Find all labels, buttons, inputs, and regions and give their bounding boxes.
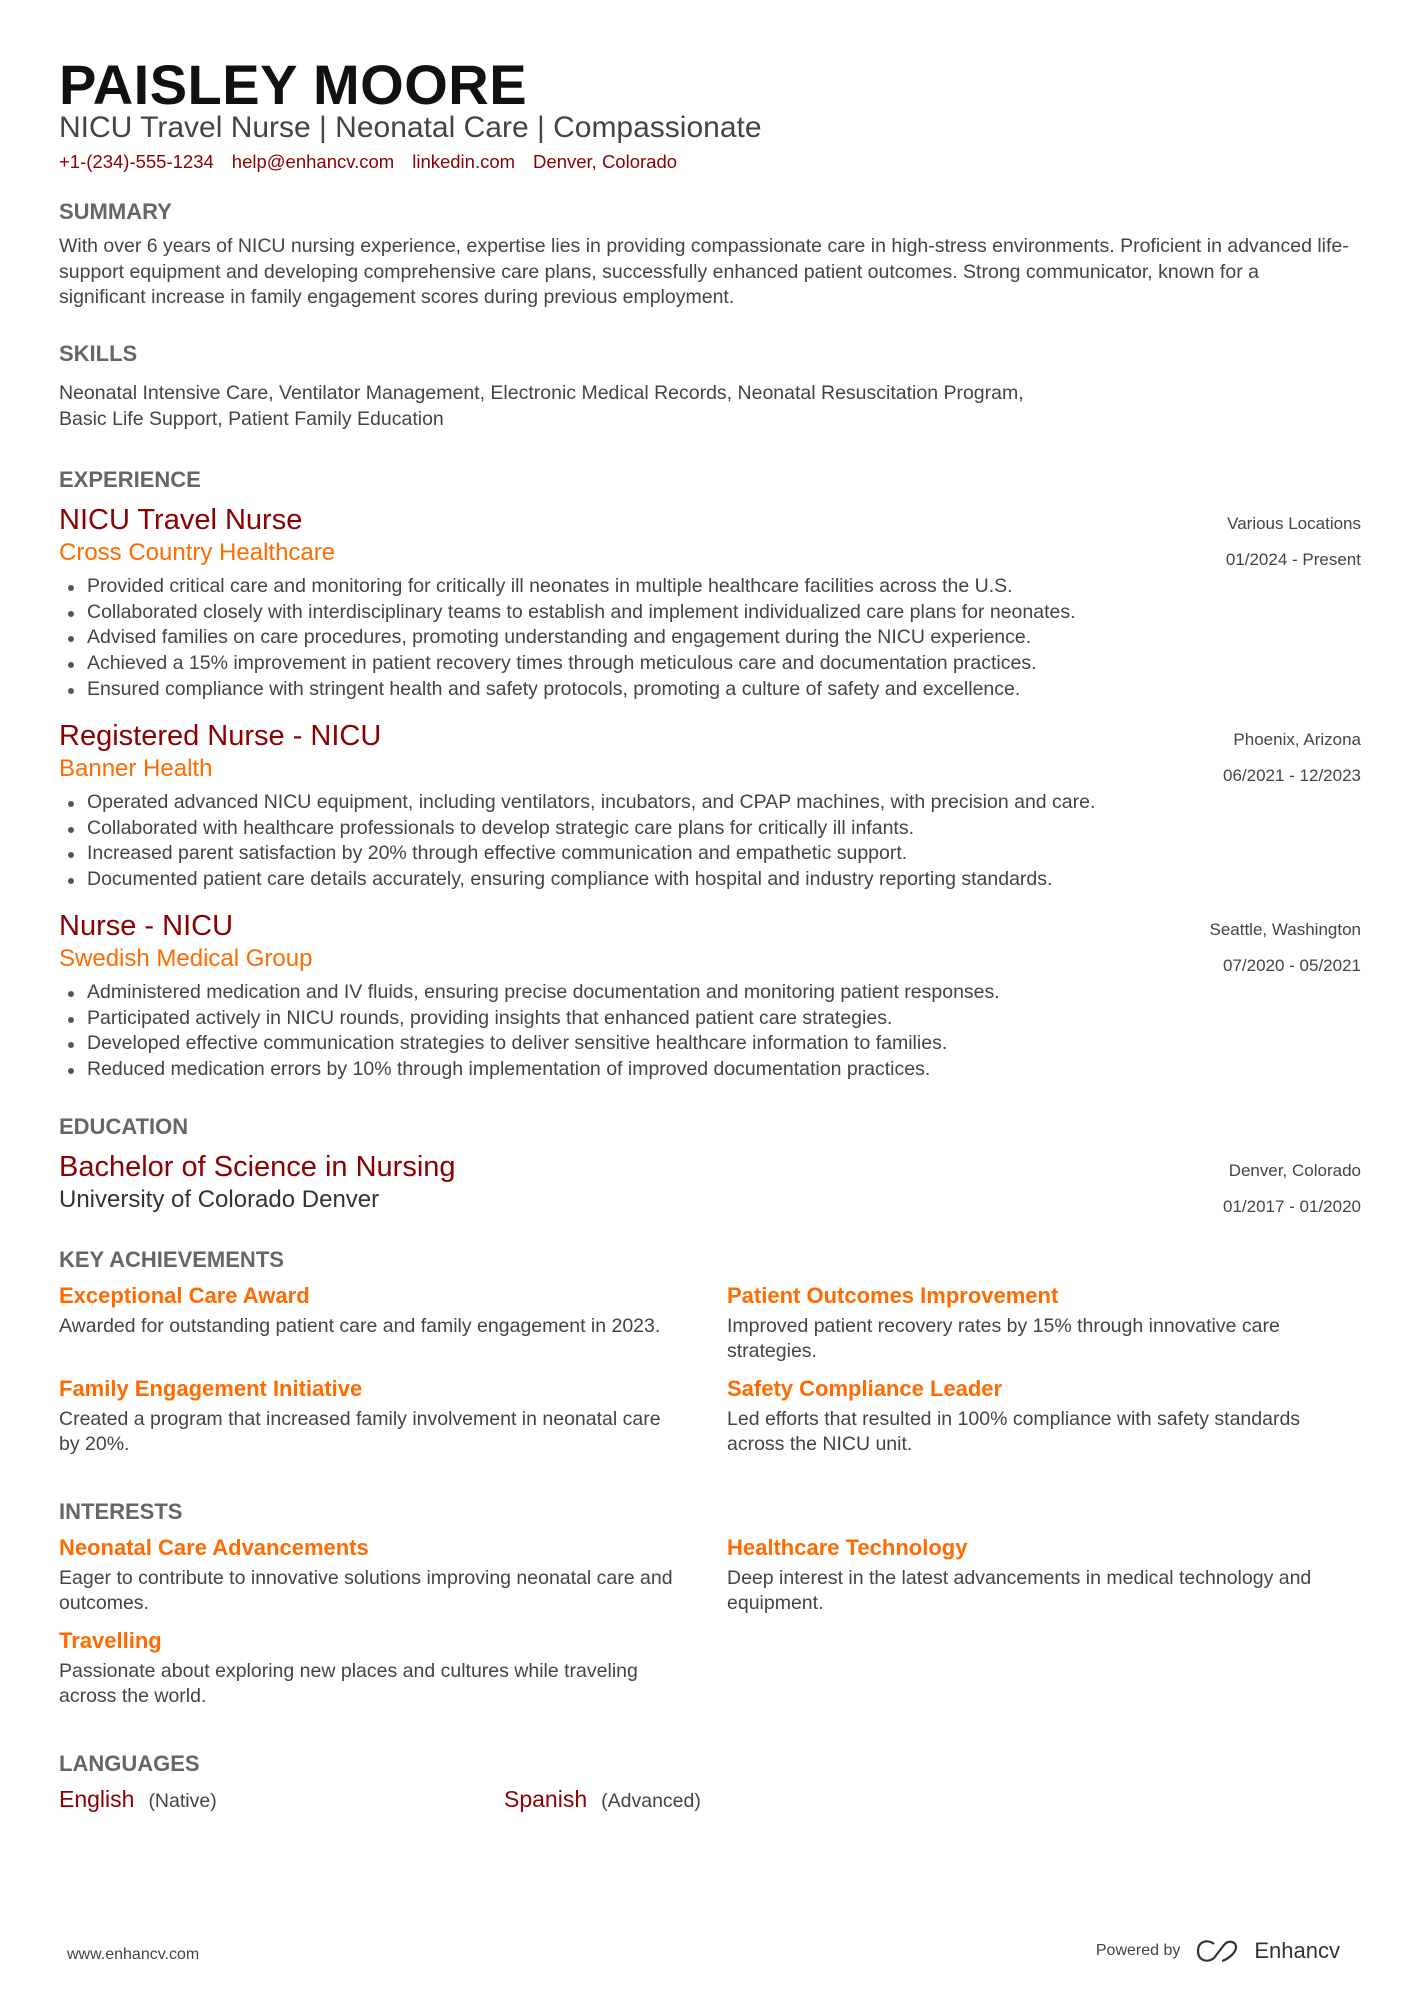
interest-title: Neonatal Care Advancements bbox=[59, 1535, 369, 1560]
interest-item bbox=[59, 1626, 727, 1709]
interest-desc: Passionate about exploring new places and cultures while traveling across the world. bbox=[59, 1660, 638, 1707]
summary-text: With over 6 years of NICU nursing experience, expertise lies in providing compassionate care in high-stress environments. Proficient in advanced life-support equipment and developing comprehensive care plans, successfully enhanced patient outcomes. Strong communicator, known for a significant increase in family engagement scores during previous employment. bbox=[59, 235, 1349, 309]
job-entry bbox=[59, 502, 1361, 703]
languages-heading: LANGUAGES bbox=[59, 1751, 200, 1776]
interest-item bbox=[59, 1533, 727, 1616]
interest-title: Healthcare Technology bbox=[727, 1535, 968, 1560]
job-title: NICU Travel Nurse bbox=[59, 504, 303, 536]
job-title: Nurse - NICU bbox=[59, 910, 234, 942]
edu-dates: 01/2017 - 01/2020 bbox=[1222, 1197, 1361, 1216]
job-dates: 01/2024 - Present bbox=[1225, 550, 1361, 569]
company: Swedish Medical Group bbox=[59, 945, 313, 972]
language-name: English bbox=[59, 1786, 135, 1812]
phone-link[interactable]: +1-(234)-555-1234 bbox=[59, 151, 214, 172]
location: Denver, Colorado bbox=[533, 151, 678, 172]
bullet: Participated actively in NICU rounds, providing insights that enhanced patient care strategies. bbox=[59, 1006, 1361, 1032]
bullet: Ensured compliance with stringent health and safety protocols, promoting a culture of safety and excellence. bbox=[59, 677, 1361, 703]
skills-line: Neonatal Intensive Care, Ventilator Management, Electronic Medical Records, Neonatal Resuscitation Program, bbox=[59, 382, 1024, 404]
language-level: (Advanced) bbox=[601, 1790, 701, 1812]
achievements-grid bbox=[59, 1281, 1361, 1457]
job-dates: 07/2020 - 05/2021 bbox=[1222, 956, 1361, 975]
skills-heading: SKILLS bbox=[59, 341, 138, 366]
bullet: Documented patient care details accurately, ensuring compliance with hospital and industry reporting standards. bbox=[59, 867, 1361, 893]
summary-heading: SUMMARY bbox=[59, 199, 172, 224]
interest-title: Travelling bbox=[59, 1628, 162, 1653]
bullet: Collaborated closely with interdisciplinary teams to establish and implement individualized care plans for neonates. bbox=[59, 600, 1361, 626]
degree: Bachelor of Science in Nursing bbox=[59, 1151, 456, 1183]
language-item bbox=[504, 1786, 1361, 1813]
achievement-desc: Awarded for outstanding patient care and family engagement in 2023. bbox=[59, 1315, 661, 1337]
tagline: NICU Travel Nurse | Neonatal Care | Compassionate bbox=[59, 111, 762, 144]
achievement-item bbox=[727, 1281, 1361, 1364]
interest-item bbox=[727, 1533, 1361, 1616]
contact-row bbox=[59, 151, 1361, 173]
bullet: Advised families on care procedures, promoting understanding and engagement during the NICU experience. bbox=[59, 625, 1361, 651]
school: University of Colorado Denver bbox=[59, 1186, 380, 1213]
achievement-title: Exceptional Care Award bbox=[59, 1283, 310, 1308]
linkedin-link[interactable]: linkedin.com bbox=[412, 151, 516, 172]
interest-desc: Deep interest in the latest advancements in medical technology and equipment. bbox=[727, 1567, 1312, 1614]
bullet: Provided critical care and monitoring for critically ill neonates in multiple healthcare facilities across the U.S. bbox=[59, 574, 1361, 600]
bullet: Reduced medication errors by 10% through implementation of improved documentation practices. bbox=[59, 1057, 1361, 1083]
interest-desc: Eager to contribute to innovative solutions improving neonatal care and outcomes. bbox=[59, 1567, 673, 1614]
bullet: Developed effective communication strategies to deliver sensitive healthcare information to families. bbox=[59, 1031, 1361, 1057]
candidate-name: PAISLEY MOORE bbox=[59, 53, 528, 116]
email-link[interactable]: help@enhancv.com bbox=[231, 151, 395, 172]
job-title: Registered Nurse - NICU bbox=[59, 720, 382, 752]
education-entry bbox=[59, 1149, 1361, 1215]
education-heading: EDUCATION bbox=[59, 1114, 189, 1139]
bullet: Increased parent satisfaction by 20% through effective communication and empathetic support. bbox=[59, 841, 1361, 867]
job-location: Various Locations bbox=[1227, 514, 1361, 533]
bullet: Collaborated with healthcare professionals to develop strategic care plans for critically ill infants. bbox=[59, 816, 1361, 842]
powered-by-label: Powered by bbox=[1095, 1942, 1181, 1959]
company: Banner Health bbox=[59, 755, 213, 782]
skills-line: Basic Life Support, Patient Family Education bbox=[59, 407, 444, 430]
achievement-item bbox=[59, 1281, 727, 1364]
job-entry bbox=[59, 908, 1361, 1083]
achievement-desc: Led efforts that resulted in 100% compliance with safety standards across the NICU unit. bbox=[727, 1408, 1301, 1455]
company: Cross Country Healthcare bbox=[59, 539, 336, 566]
footer-branding bbox=[1096, 1938, 1340, 1964]
language-name: Spanish bbox=[504, 1786, 588, 1812]
brand-name: Enhancv bbox=[1254, 1938, 1340, 1963]
job-location: Seattle, Washington bbox=[1209, 920, 1361, 939]
job-location: Phoenix, Arizona bbox=[1233, 730, 1361, 749]
achievement-desc: Created a program that increased family involvement in neonatal care by 20%. bbox=[59, 1408, 661, 1455]
experience-heading: EXPERIENCE bbox=[59, 467, 201, 492]
edu-location: Denver, Colorado bbox=[1228, 1161, 1361, 1180]
job-entry bbox=[59, 718, 1361, 893]
achievement-title: Family Engagement Initiative bbox=[59, 1376, 363, 1401]
achievement-title: Safety Compliance Leader bbox=[727, 1376, 1003, 1401]
interests-heading: INTERESTS bbox=[59, 1499, 183, 1524]
achievement-item bbox=[727, 1374, 1361, 1457]
language-level: (Native) bbox=[148, 1790, 217, 1812]
enhancv-logo-icon bbox=[1194, 1939, 1240, 1963]
job-dates: 06/2021 - 12/2023 bbox=[1222, 766, 1361, 785]
bullet: Achieved a 15% improvement in patient recovery times through meticulous care and documentation practices. bbox=[59, 651, 1361, 677]
footer-site-link[interactable]: www.enhancv.com bbox=[67, 1946, 200, 1963]
achievements-heading: KEY ACHIEVEMENTS bbox=[59, 1247, 284, 1272]
achievement-desc: Improved patient recovery rates by 15% through innovative care strategies. bbox=[727, 1315, 1280, 1362]
achievement-item bbox=[59, 1374, 727, 1457]
skills-list bbox=[59, 381, 1361, 432]
bullet: Administered medication and IV fluids, ensuring precise documentation and monitoring patient responses. bbox=[59, 980, 1361, 1006]
interests-grid bbox=[59, 1533, 1361, 1709]
bullet: Operated advanced NICU equipment, including ventilators, incubators, and CPAP machines, with precision and care. bbox=[59, 790, 1361, 816]
achievement-title: Patient Outcomes Improvement bbox=[727, 1283, 1059, 1308]
